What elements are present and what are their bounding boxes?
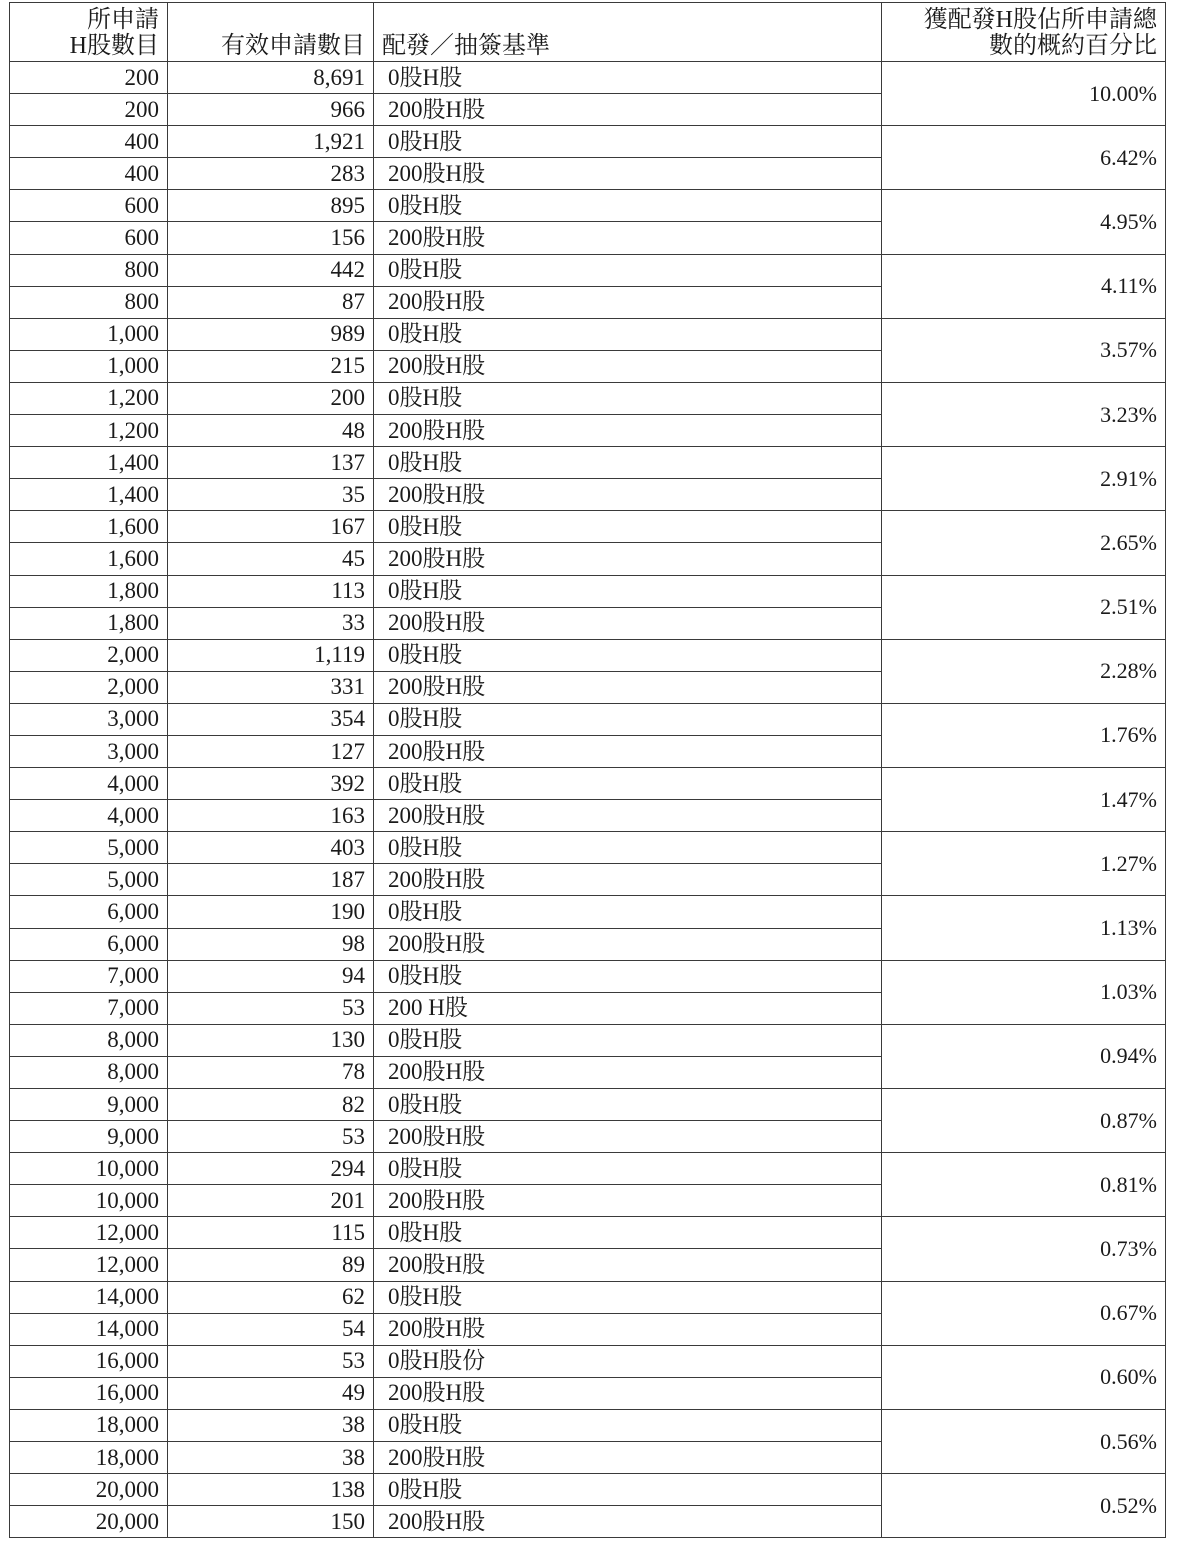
cell-valid-applications: 895 xyxy=(168,190,374,222)
cell-basis: 0股H股 xyxy=(374,832,882,864)
table-row xyxy=(10,768,1166,800)
cell-shares-applied: 1,800 xyxy=(10,607,168,639)
table-row xyxy=(10,126,1166,158)
allotment-table xyxy=(9,2,1166,1538)
cell-basis: 0股H股 xyxy=(374,896,882,928)
cell-percentage: 0.94% xyxy=(882,1024,1166,1088)
cell-valid-applications: 94 xyxy=(168,960,374,992)
cell-valid-applications: 167 xyxy=(168,511,374,543)
cell-percentage: 2.65% xyxy=(882,511,1166,575)
cell-valid-applications: 294 xyxy=(168,1153,374,1185)
cell-basis: 200股H股 xyxy=(374,1442,882,1474)
cell-valid-applications: 392 xyxy=(168,768,374,800)
cell-shares-applied: 20,000 xyxy=(10,1474,168,1506)
cell-percentage: 1.27% xyxy=(882,832,1166,896)
cell-basis: 0股H股 xyxy=(374,768,882,800)
table-row xyxy=(10,1281,1166,1313)
table-row xyxy=(10,382,1166,414)
cell-shares-applied: 18,000 xyxy=(10,1442,168,1474)
cell-basis: 200股H股 xyxy=(374,1121,882,1153)
cell-basis: 0股H股 xyxy=(374,703,882,735)
table-row xyxy=(10,832,1166,864)
cell-valid-applications: 53 xyxy=(168,1345,374,1377)
cell-shares-applied: 5,000 xyxy=(10,864,168,896)
cell-percentage: 2.51% xyxy=(882,575,1166,639)
cell-basis: 200股H股 xyxy=(374,286,882,318)
cell-percentage: 1.03% xyxy=(882,960,1166,1024)
cell-basis: 200股H股 xyxy=(374,479,882,511)
cell-basis: 0股H股 xyxy=(374,447,882,479)
cell-shares-applied: 7,000 xyxy=(10,960,168,992)
header-basis: 配發／抽簽基準 xyxy=(374,3,882,62)
header-shares-applied-line1: 所申請 xyxy=(87,7,159,33)
cell-valid-applications: 187 xyxy=(168,864,374,896)
cell-basis: 0股H股 xyxy=(374,511,882,543)
cell-shares-applied: 1,400 xyxy=(10,447,168,479)
cell-valid-applications: 150 xyxy=(168,1506,374,1538)
cell-shares-applied: 12,000 xyxy=(10,1249,168,1281)
cell-basis: 0股H股 xyxy=(374,382,882,414)
cell-shares-applied: 1,200 xyxy=(10,382,168,414)
cell-shares-applied: 1,800 xyxy=(10,575,168,607)
cell-valid-applications: 137 xyxy=(168,447,374,479)
table-row xyxy=(10,1217,1166,1249)
cell-valid-applications: 62 xyxy=(168,1281,374,1313)
cell-basis: 200股H股 xyxy=(374,158,882,190)
cell-shares-applied: 14,000 xyxy=(10,1281,168,1313)
cell-basis: 200股H股 xyxy=(374,671,882,703)
cell-valid-applications: 215 xyxy=(168,350,374,382)
cell-percentage: 1.47% xyxy=(882,768,1166,832)
cell-shares-applied: 6,000 xyxy=(10,928,168,960)
cell-valid-applications: 1,921 xyxy=(168,126,374,158)
cell-shares-applied: 9,000 xyxy=(10,1121,168,1153)
cell-valid-applications: 82 xyxy=(168,1089,374,1121)
cell-shares-applied: 200 xyxy=(10,62,168,94)
cell-basis: 200股H股 xyxy=(374,222,882,254)
cell-valid-applications: 54 xyxy=(168,1313,374,1345)
cell-valid-applications: 115 xyxy=(168,1217,374,1249)
cell-valid-applications: 190 xyxy=(168,896,374,928)
table-body xyxy=(10,62,1166,1538)
cell-basis: 0股H股 xyxy=(374,1153,882,1185)
cell-shares-applied: 9,000 xyxy=(10,1089,168,1121)
cell-valid-applications: 163 xyxy=(168,800,374,832)
cell-valid-applications: 138 xyxy=(168,1474,374,1506)
cell-valid-applications: 45 xyxy=(168,543,374,575)
cell-shares-applied: 400 xyxy=(10,126,168,158)
cell-shares-applied: 2,000 xyxy=(10,639,168,671)
table-header xyxy=(10,3,1166,62)
cell-percentage: 3.23% xyxy=(882,382,1166,446)
table-row xyxy=(10,1345,1166,1377)
cell-basis: 200股H股 xyxy=(374,607,882,639)
header-percentage-line2: 數的概約百分比 xyxy=(989,33,1157,59)
header-shares-applied xyxy=(10,3,168,62)
cell-basis: 0股H股份 xyxy=(374,1345,882,1377)
cell-basis: 0股H股 xyxy=(374,1474,882,1506)
table-row xyxy=(10,511,1166,543)
cell-percentage: 6.42% xyxy=(882,126,1166,190)
cell-basis: 0股H股 xyxy=(374,190,882,222)
cell-percentage: 1.76% xyxy=(882,703,1166,767)
cell-valid-applications: 78 xyxy=(168,1056,374,1088)
cell-basis: 200股H股 xyxy=(374,1249,882,1281)
table-row xyxy=(10,62,1166,94)
cell-percentage: 0.81% xyxy=(882,1153,1166,1217)
cell-percentage: 0.52% xyxy=(882,1474,1166,1538)
table-row xyxy=(10,1474,1166,1506)
cell-basis: 0股H股 xyxy=(374,318,882,350)
cell-valid-applications: 989 xyxy=(168,318,374,350)
cell-valid-applications: 38 xyxy=(168,1442,374,1474)
cell-shares-applied: 8,000 xyxy=(10,1056,168,1088)
table-row xyxy=(10,1153,1166,1185)
cell-percentage: 2.28% xyxy=(882,639,1166,703)
cell-shares-applied: 16,000 xyxy=(10,1345,168,1377)
cell-basis: 0股H股 xyxy=(374,639,882,671)
cell-basis: 200股H股 xyxy=(374,735,882,767)
cell-shares-applied: 600 xyxy=(10,190,168,222)
cell-valid-applications: 35 xyxy=(168,479,374,511)
cell-shares-applied: 20,000 xyxy=(10,1506,168,1538)
cell-valid-applications: 130 xyxy=(168,1024,374,1056)
table-row xyxy=(10,1089,1166,1121)
table-row xyxy=(10,1409,1166,1441)
cell-shares-applied: 12,000 xyxy=(10,1217,168,1249)
cell-basis: 0股H股 xyxy=(374,1409,882,1441)
cell-percentage: 10.00% xyxy=(882,62,1166,126)
table-row xyxy=(10,575,1166,607)
cell-basis: 200股H股 xyxy=(374,1506,882,1538)
cell-shares-applied: 1,600 xyxy=(10,511,168,543)
cell-percentage: 4.95% xyxy=(882,190,1166,254)
cell-shares-applied: 1,000 xyxy=(10,350,168,382)
cell-shares-applied: 6,000 xyxy=(10,896,168,928)
cell-valid-applications: 33 xyxy=(168,607,374,639)
table-row xyxy=(10,896,1166,928)
cell-valid-applications: 156 xyxy=(168,222,374,254)
cell-basis: 0股H股 xyxy=(374,62,882,94)
cell-valid-applications: 966 xyxy=(168,94,374,126)
cell-shares-applied: 1,400 xyxy=(10,479,168,511)
cell-valid-applications: 127 xyxy=(168,735,374,767)
cell-valid-applications: 53 xyxy=(168,1121,374,1153)
cell-valid-applications: 8,691 xyxy=(168,62,374,94)
cell-percentage: 0.87% xyxy=(882,1089,1166,1153)
cell-shares-applied: 800 xyxy=(10,254,168,286)
cell-shares-applied: 7,000 xyxy=(10,992,168,1024)
cell-valid-applications: 38 xyxy=(168,1409,374,1441)
cell-basis: 0股H股 xyxy=(374,254,882,286)
table-row xyxy=(10,318,1166,350)
cell-percentage: 0.56% xyxy=(882,1409,1166,1473)
cell-basis: 0股H股 xyxy=(374,575,882,607)
cell-basis: 200股H股 xyxy=(374,800,882,832)
cell-percentage: 0.73% xyxy=(882,1217,1166,1281)
cell-basis: 0股H股 xyxy=(374,126,882,158)
cell-basis: 200股H股 xyxy=(374,543,882,575)
cell-shares-applied: 1,600 xyxy=(10,543,168,575)
cell-valid-applications: 98 xyxy=(168,928,374,960)
cell-basis: 200股H股 xyxy=(374,864,882,896)
cell-shares-applied: 800 xyxy=(10,286,168,318)
header-valid-applications: 有效申請數目 xyxy=(168,3,374,62)
table-row xyxy=(10,254,1166,286)
cell-shares-applied: 16,000 xyxy=(10,1377,168,1409)
cell-basis: 200股H股 xyxy=(374,1185,882,1217)
cell-basis: 0股H股 xyxy=(374,1089,882,1121)
cell-valid-applications: 48 xyxy=(168,415,374,447)
cell-basis: 200股H股 xyxy=(374,1313,882,1345)
cell-percentage: 4.11% xyxy=(882,254,1166,318)
cell-shares-applied: 200 xyxy=(10,94,168,126)
table-row xyxy=(10,960,1166,992)
cell-valid-applications: 1,119 xyxy=(168,639,374,671)
header-shares-applied-line2: H股數目 xyxy=(69,33,159,59)
cell-percentage: 3.57% xyxy=(882,318,1166,382)
cell-valid-applications: 113 xyxy=(168,575,374,607)
cell-basis: 200股H股 xyxy=(374,1056,882,1088)
cell-shares-applied: 8,000 xyxy=(10,1024,168,1056)
cell-basis: 0股H股 xyxy=(374,1024,882,1056)
cell-shares-applied: 4,000 xyxy=(10,768,168,800)
cell-valid-applications: 403 xyxy=(168,832,374,864)
cell-shares-applied: 600 xyxy=(10,222,168,254)
cell-valid-applications: 283 xyxy=(168,158,374,190)
cell-shares-applied: 5,000 xyxy=(10,832,168,864)
cell-valid-applications: 53 xyxy=(168,992,374,1024)
cell-valid-applications: 442 xyxy=(168,254,374,286)
header-percentage-line1: 獲配發H股佔所申請總 xyxy=(923,7,1157,33)
cell-percentage: 0.60% xyxy=(882,1345,1166,1409)
cell-valid-applications: 49 xyxy=(168,1377,374,1409)
cell-percentage: 1.13% xyxy=(882,896,1166,960)
cell-percentage: 2.91% xyxy=(882,447,1166,511)
cell-basis: 200股H股 xyxy=(374,1377,882,1409)
cell-valid-applications: 331 xyxy=(168,671,374,703)
table-row xyxy=(10,1024,1166,1056)
cell-basis: 200股H股 xyxy=(374,415,882,447)
cell-shares-applied: 2,000 xyxy=(10,671,168,703)
cell-shares-applied: 14,000 xyxy=(10,1313,168,1345)
cell-percentage: 0.67% xyxy=(882,1281,1166,1345)
cell-shares-applied: 10,000 xyxy=(10,1185,168,1217)
cell-basis: 0股H股 xyxy=(374,1217,882,1249)
cell-valid-applications: 354 xyxy=(168,703,374,735)
cell-valid-applications: 200 xyxy=(168,382,374,414)
table-row xyxy=(10,190,1166,222)
cell-shares-applied: 400 xyxy=(10,158,168,190)
cell-basis: 200股H股 xyxy=(374,928,882,960)
cell-basis: 200 H股 xyxy=(374,992,882,1024)
cell-basis: 200股H股 xyxy=(374,350,882,382)
cell-shares-applied: 1,200 xyxy=(10,415,168,447)
cell-shares-applied: 10,000 xyxy=(10,1153,168,1185)
cell-shares-applied: 3,000 xyxy=(10,703,168,735)
cell-basis: 0股H股 xyxy=(374,1281,882,1313)
cell-basis: 200股H股 xyxy=(374,94,882,126)
cell-shares-applied: 1,000 xyxy=(10,318,168,350)
cell-basis: 0股H股 xyxy=(374,960,882,992)
header-percentage xyxy=(882,3,1166,62)
table-row xyxy=(10,447,1166,479)
cell-shares-applied: 18,000 xyxy=(10,1409,168,1441)
table-row xyxy=(10,639,1166,671)
table-row xyxy=(10,703,1166,735)
cell-valid-applications: 201 xyxy=(168,1185,374,1217)
header-row xyxy=(10,3,1166,62)
cell-valid-applications: 89 xyxy=(168,1249,374,1281)
cell-valid-applications: 87 xyxy=(168,286,374,318)
cell-shares-applied: 3,000 xyxy=(10,735,168,767)
cell-shares-applied: 4,000 xyxy=(10,800,168,832)
